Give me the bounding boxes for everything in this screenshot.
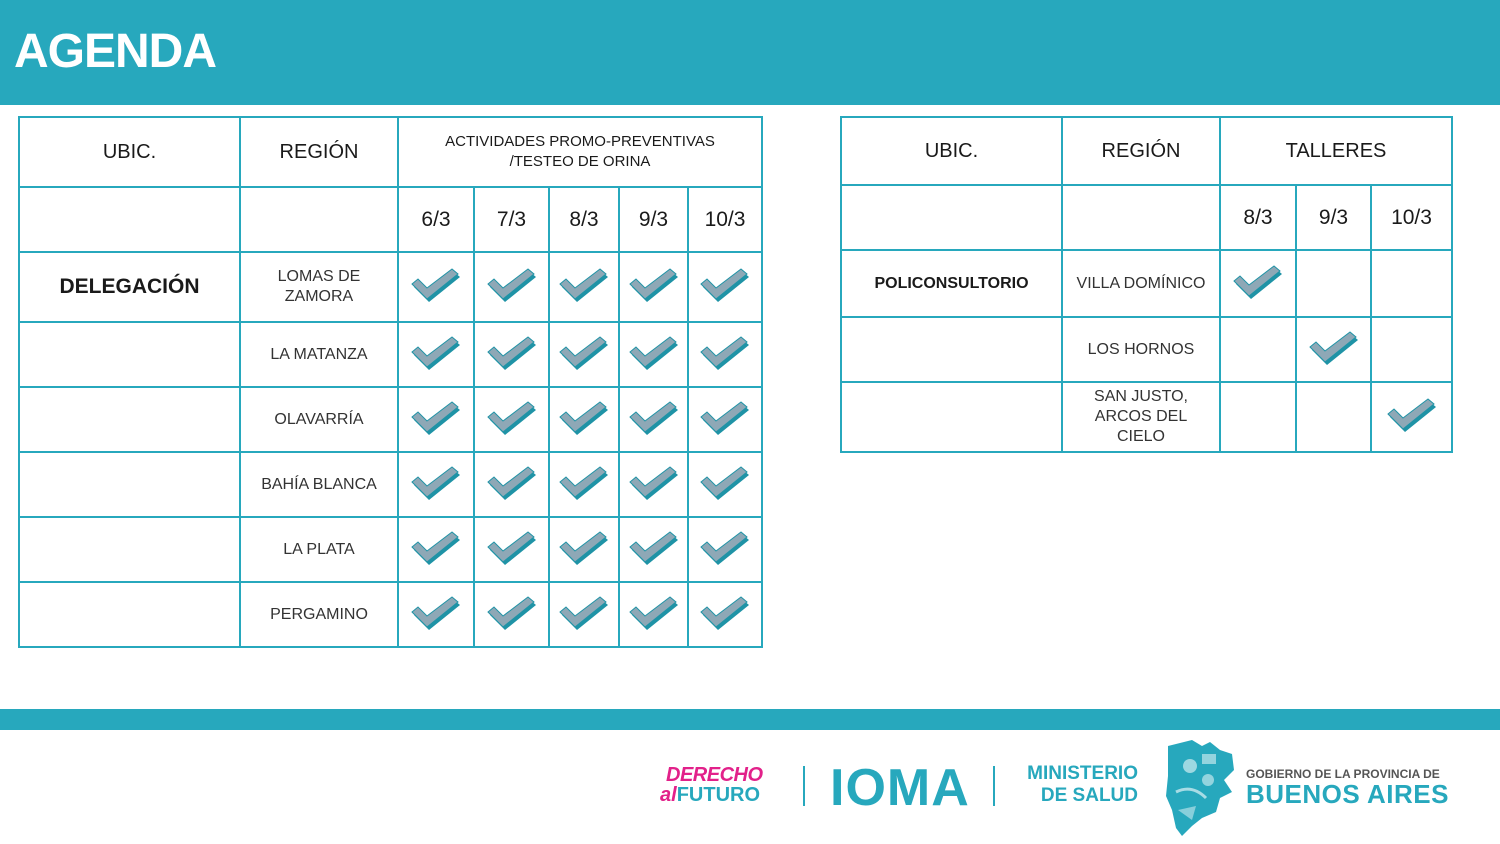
gba-line2: BUENOS AIRES — [1246, 779, 1449, 809]
region-label: PERGAMINO — [270, 605, 368, 623]
agenda-table-actividades — [18, 116, 763, 648]
cell-check — [549, 387, 619, 452]
checkmark-icon — [699, 531, 751, 569]
cell-region — [240, 387, 398, 452]
header-activity: TALLERES — [1220, 117, 1452, 185]
checkmark-icon — [699, 466, 751, 504]
cell-region — [240, 322, 398, 387]
region-label: LOS HORNOS — [1087, 340, 1195, 358]
checkmark-icon — [486, 336, 538, 374]
region-label: OLAVARRÍA — [274, 410, 364, 428]
checkmark-icon — [410, 466, 462, 504]
derecho-futuro: FUTURO — [676, 784, 761, 806]
table-row — [841, 250, 1452, 317]
header-region: REGIÓN — [240, 117, 398, 187]
table-row — [19, 322, 762, 387]
checkmark-icon — [486, 268, 538, 306]
cell-check — [619, 582, 688, 647]
cell-region — [1062, 382, 1220, 452]
region-label: LA MATANZA — [270, 345, 368, 363]
derecho-al-futuro-logo — [660, 764, 782, 808]
checkmark-icon — [410, 531, 462, 569]
derecho-al: al — [660, 784, 677, 806]
cell-check — [549, 517, 619, 582]
date-header: 8/3 — [549, 187, 619, 252]
checkmark-icon — [699, 336, 751, 374]
checkmark-icon — [628, 336, 680, 374]
checkmark-icon — [410, 596, 462, 634]
date-header: 6/3 — [398, 187, 474, 252]
derecho-line1: DERECHO — [666, 764, 763, 786]
header-activity — [398, 117, 762, 187]
date-header: 10/3 — [1371, 185, 1452, 250]
header-bar — [0, 0, 1500, 105]
checkmark-icon — [699, 268, 751, 306]
checkmark-icon — [1386, 398, 1438, 436]
cell-ubic — [841, 317, 1062, 382]
cell-check — [1371, 250, 1452, 317]
cell-ubic: DELEGACIÓN — [19, 252, 240, 322]
empty-cell — [19, 187, 240, 252]
cell-check — [549, 322, 619, 387]
checkmark-icon — [1232, 265, 1284, 303]
cell-check — [688, 322, 762, 387]
checkmark-icon — [558, 268, 610, 306]
region-label: LOMAS DE ZAMORA — [277, 268, 361, 305]
cell-check — [549, 452, 619, 517]
gba-line1: GOBIERNO DE LA PROVINCIA DE — [1246, 767, 1440, 781]
empty-cell — [1062, 185, 1220, 250]
checkmark-icon — [486, 531, 538, 569]
checkmark-icon — [1308, 331, 1360, 369]
empty-cell — [841, 185, 1062, 250]
cell-check — [1296, 317, 1371, 382]
checkmark-icon — [558, 596, 610, 634]
derecho-line2 — [660, 784, 760, 807]
checkmark-icon — [486, 596, 538, 634]
cell-check — [474, 582, 549, 647]
cell-check — [688, 452, 762, 517]
cell-check — [398, 322, 474, 387]
checkmark-icon — [558, 466, 610, 504]
empty-cell — [240, 187, 398, 252]
checkmark-icon — [628, 531, 680, 569]
table-row — [841, 317, 1452, 382]
footer-divider — [803, 766, 805, 806]
cell-check — [474, 252, 549, 322]
ioma-logo: IOMA — [830, 759, 970, 817]
cell-check — [398, 452, 474, 517]
cell-check — [619, 517, 688, 582]
cell-check — [474, 517, 549, 582]
page-title: AGENDA — [14, 25, 217, 78]
checkmark-icon — [628, 268, 680, 306]
table-row — [19, 452, 762, 517]
checkmark-icon — [558, 336, 610, 374]
date-header: 7/3 — [474, 187, 549, 252]
cell-region — [1062, 250, 1220, 317]
table-row — [19, 517, 762, 582]
cell-region — [240, 517, 398, 582]
checkmark-icon — [699, 401, 751, 439]
cell-check — [398, 582, 474, 647]
province-map-icon — [1162, 736, 1236, 838]
checkmark-icon — [558, 531, 610, 569]
table-row — [19, 387, 762, 452]
cell-ubic — [19, 517, 240, 582]
cell-ubic — [841, 382, 1062, 452]
footer-band — [0, 709, 1500, 730]
table-row — [841, 382, 1452, 452]
header-ubic: UBIC. — [19, 117, 240, 187]
ministerio-logo — [1012, 763, 1138, 807]
region-label: LA PLATA — [283, 540, 355, 558]
header-ubic: UBIC. — [841, 117, 1062, 185]
region-label: VILLA DOMÍNICO — [1076, 274, 1206, 292]
cell-check — [688, 582, 762, 647]
cell-check — [474, 322, 549, 387]
checkmark-icon — [486, 401, 538, 439]
cell-check — [1296, 250, 1371, 317]
cell-check — [688, 517, 762, 582]
cell-check — [1220, 382, 1296, 452]
cell-ubic — [19, 387, 240, 452]
checkmark-icon — [628, 596, 680, 634]
agenda-table-talleres — [840, 116, 1453, 453]
checkmark-icon — [410, 401, 462, 439]
cell-region — [1062, 317, 1220, 382]
footer-divider — [993, 766, 995, 806]
header-activity-label: ACTIVIDADES PROMO-PREVENTIVAS /TESTEO DE ORINA — [445, 133, 715, 170]
cell-check — [549, 582, 619, 647]
cell-check — [1296, 382, 1371, 452]
cell-check — [619, 322, 688, 387]
cell-check — [474, 452, 549, 517]
cell-check — [398, 517, 474, 582]
cell-check — [1220, 317, 1296, 382]
ministerio-line1: MINISTERIO — [1027, 763, 1138, 784]
table-row — [19, 252, 762, 322]
header-region: REGIÓN — [1062, 117, 1220, 185]
cell-ubic — [19, 322, 240, 387]
date-header: 9/3 — [1296, 185, 1371, 250]
cell-region — [240, 452, 398, 517]
cell-ubic — [19, 582, 240, 647]
checkmark-icon — [410, 268, 462, 306]
ministerio-line2: DE SALUD — [1040, 785, 1138, 806]
date-header: 9/3 — [619, 187, 688, 252]
date-header: 8/3 — [1220, 185, 1296, 250]
cell-check — [619, 387, 688, 452]
cell-check — [474, 387, 549, 452]
cell-ubic — [19, 452, 240, 517]
table-row — [19, 582, 762, 647]
checkmark-icon — [410, 336, 462, 374]
cell-region — [240, 252, 398, 322]
checkmark-icon — [699, 596, 751, 634]
cell-check — [398, 387, 474, 452]
cell-check — [688, 252, 762, 322]
cell-ubic: POLICONSULTORIO — [841, 250, 1062, 317]
cell-check — [1371, 317, 1452, 382]
cell-check — [688, 387, 762, 452]
cell-check — [619, 252, 688, 322]
region-label: BAHÍA BLANCA — [261, 475, 377, 493]
checkmark-icon — [486, 466, 538, 504]
cell-check — [619, 452, 688, 517]
date-header: 10/3 — [688, 187, 762, 252]
checkmark-icon — [558, 401, 610, 439]
checkmark-icon — [628, 401, 680, 439]
checkmark-icon — [628, 466, 680, 504]
region-label: SAN JUSTO, ARCOS DEL CIELO — [1094, 388, 1188, 445]
cell-check — [398, 252, 474, 322]
cell-check — [1220, 250, 1296, 317]
cell-check — [549, 252, 619, 322]
cell-region — [240, 582, 398, 647]
cell-check — [1371, 382, 1452, 452]
